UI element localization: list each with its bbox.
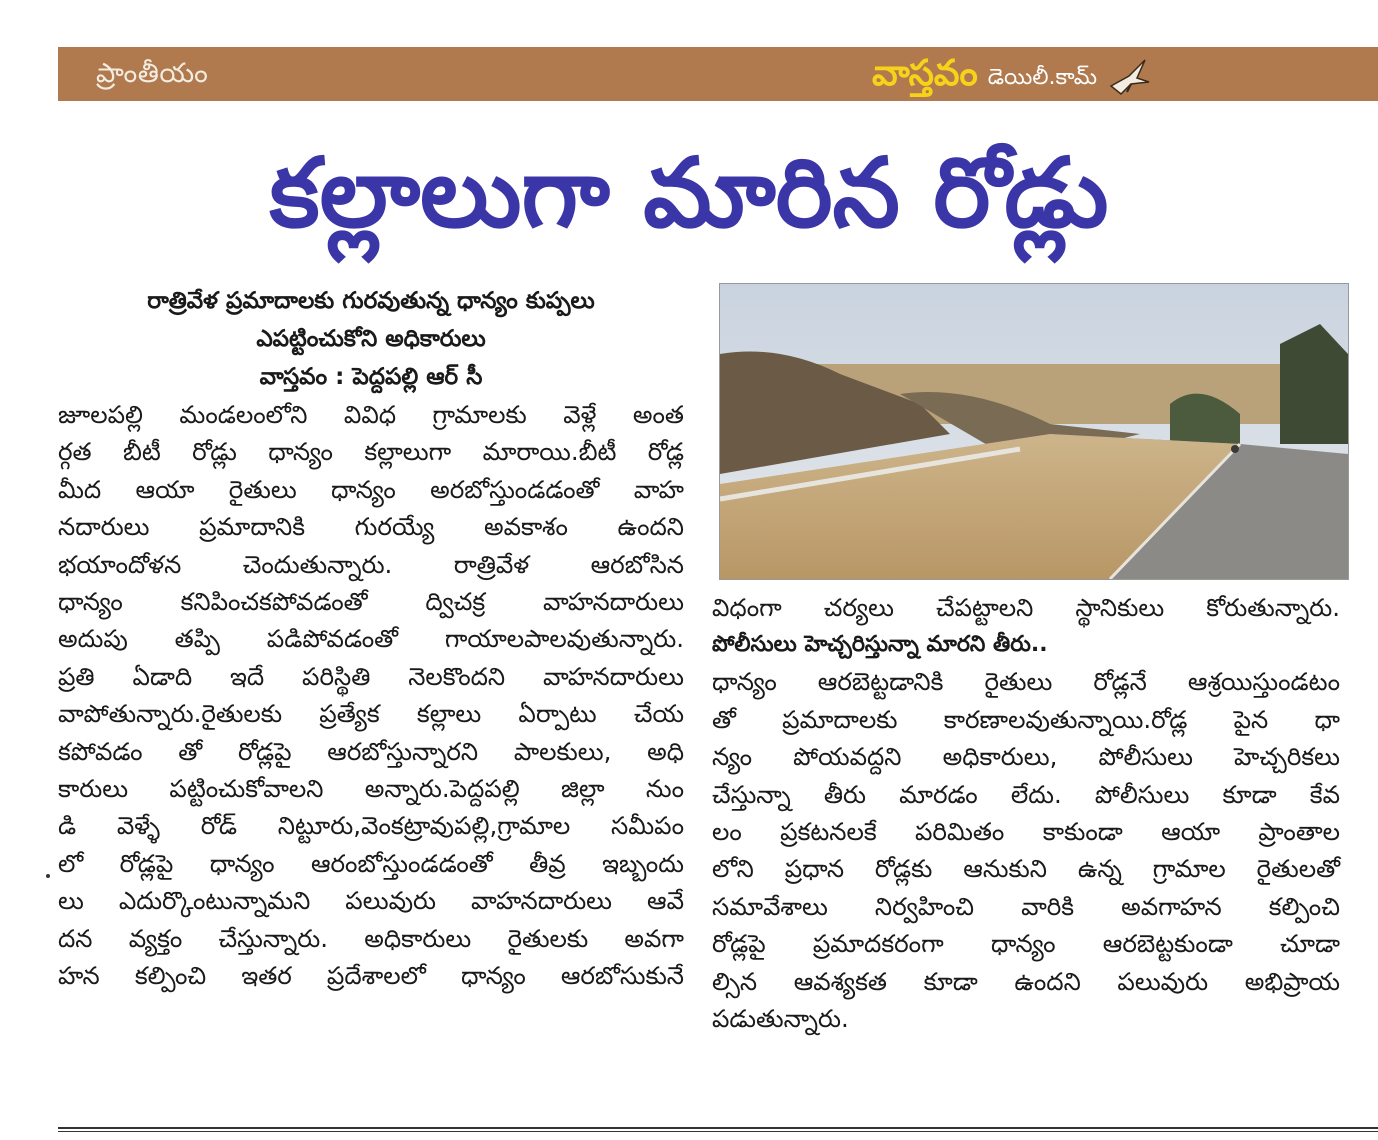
section-header-band bbox=[58, 47, 1378, 101]
dateline: వాస్తవం : పెద్దపల్లి ఆర్ సీ bbox=[259, 364, 483, 390]
body-line: అదుపు తప్పి పడిపోవడంతో గాయాలపాలవుతున్నారు. bbox=[58, 624, 684, 654]
body-line: లు ఎదుర్కొంటున్నామని పలువురు వాహనదారులు ఆవే bbox=[58, 886, 684, 916]
left-body-text bbox=[58, 396, 684, 995]
body-line: వాపోతున్నారు.రైతులకు ప్రత్యేక కల్లాలు ఏర్పాటు చేయ bbox=[58, 699, 684, 729]
body-line: రోడ్లపై ప్రమాదకరంగా ధాన్యం ఆరబెట్టకుండా చూడా bbox=[712, 929, 1340, 959]
body-line: తో ప్రమాదాలకు కారణాలవుతున్నాయి.రోడ్ల పైన ధా bbox=[712, 704, 1340, 734]
body-line: ధాన్యం ఆరబెట్టడానికి రైతులు రోడ్లనే ఆశ్రయిస్తుండటం bbox=[712, 667, 1340, 697]
subheads bbox=[58, 282, 684, 396]
body-line: న్యం పోయవద్దని అధికారులు, పోలీసులు హెచ్చరికలు bbox=[712, 742, 1340, 772]
right-subhead: పోలీసులు హెచ్చరిస్తున్నా మారని తీరు.. bbox=[712, 632, 1048, 658]
section-label: ప్రాంతీయం bbox=[96, 58, 209, 89]
left-column bbox=[58, 282, 684, 995]
subhead-2: ఎపట్టించుకోని అధికారులు bbox=[256, 326, 486, 352]
body-line: ధాన్యం కనిపించకపోవడంతో ద్విచక్ర వాహనదారులు bbox=[58, 587, 684, 617]
body-line: లో రోడ్లపై ధాన్యం ఆరంబోస్తుండడంతో తీవ్ర ఇబ్బందు bbox=[58, 848, 684, 878]
body-line: నదారులు ప్రమాదానికి గురయ్యే అవకాశం ఉందని bbox=[58, 512, 684, 542]
brand-site: డెయిలీ.కామ్ bbox=[987, 65, 1097, 90]
body-line: కపోవడం తో రోడ్లపై ఆరబోస్తున్నారని పాలకులు, అధి bbox=[58, 736, 684, 766]
subhead-1: రాత్రివేళ ప్రమాదాలకు గురవుతున్న ధాన్యం కుప్పలు bbox=[147, 288, 595, 314]
body-line: లోని ప్రధాన రోడ్లకు ఆనుకుని ఉన్న గ్రామాల రైతులతో bbox=[712, 854, 1340, 884]
news-photo bbox=[719, 283, 1349, 580]
headline: కల్లాలుగా మారిన రోడ్లు bbox=[269, 137, 1109, 249]
body-line: ల్సిన ఆవశ్యకత కూడా ఉందని పలువురు అభిప్రాయ bbox=[712, 966, 1340, 996]
body-line: భయాందోళన చెందుతున్నారు. రాత్రివేళ ఆరబోసిన bbox=[58, 549, 684, 579]
body-line: సమావేశాలు నిర్వహించి వారికి అవగాహన కల్పించి bbox=[712, 891, 1340, 921]
right-column bbox=[712, 589, 1340, 1037]
body-line: కారులు పట్టించుకోవాలని అన్నారు.పెద్దపల్లి జిల్లా నుం bbox=[58, 774, 684, 804]
body-line: హన కల్పించి ఇతర ప్రదేశాలలో ధాన్యం ఆరబోసుకునే bbox=[58, 961, 684, 991]
body-line: చేస్తున్నా తీరు మారడం లేదు. పోలీసులు కూడా కేవ bbox=[712, 779, 1340, 809]
body-line: డి వెళ్ళే రోడ్ నిట్టూరు,వెంకట్రావుపల్లి,గ్రామాల సమీపం bbox=[58, 811, 684, 841]
bird-logo-icon bbox=[1107, 56, 1153, 96]
road-grain-photo bbox=[720, 284, 1348, 579]
body-line: విధంగా చర్యలు చేపట్టాలని స్థానికులు కోరుతున్నారు. bbox=[712, 593, 1340, 622]
body-line: దన వ్యక్తం చేస్తున్నారు. అధికారులు రైతులకు అవగా bbox=[58, 923, 684, 953]
bottom-rule bbox=[58, 1127, 1378, 1132]
brand-masthead bbox=[872, 52, 1153, 96]
margin-dot bbox=[46, 874, 50, 878]
body-line: ప్రతి ఏడాది ఇదే పరిస్థితి నెలకొందని వాహనదారులు bbox=[58, 661, 684, 691]
brand-name: వాస్తవం bbox=[872, 53, 978, 94]
body-line: మీద ఆయా రైతులు ధాన్యం అరబోస్తుండడంతో వాహ bbox=[58, 474, 684, 504]
body-line: ర్గత బీటీ రోడ్లు ధాన్యం కల్లాలుగా మారాయి.బీటీ రోడ్ల bbox=[58, 437, 684, 467]
body-line: జూలపల్లి మండలంలోని వివిధ గ్రామాలకు వెళ్లే అంత bbox=[58, 400, 684, 429]
body-line-last: పడుతున్నారు. bbox=[712, 1004, 849, 1034]
body-line: లం ప్రకటనలకే పరిమితం కాకుండా ఆయా ప్రాంతాల bbox=[712, 817, 1340, 847]
